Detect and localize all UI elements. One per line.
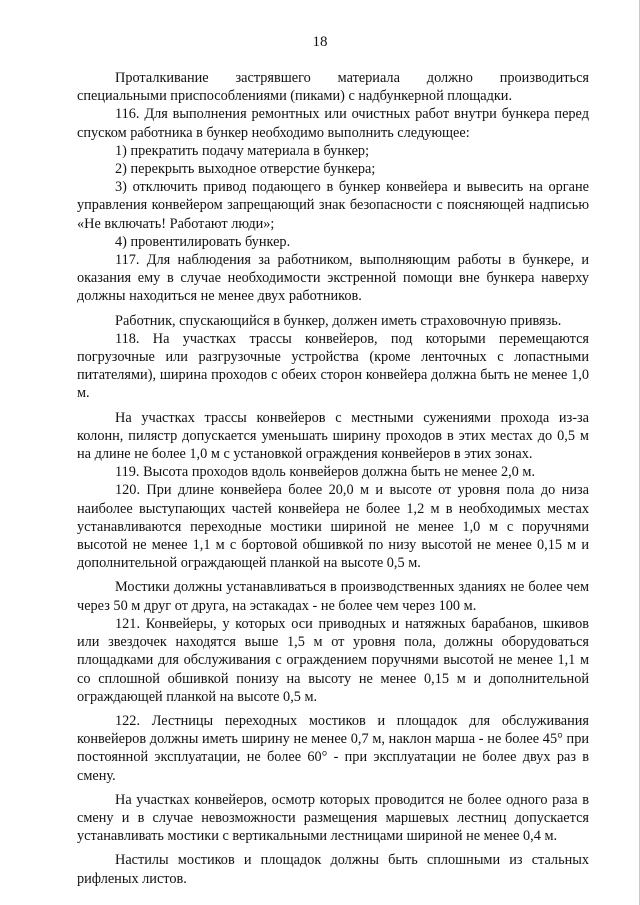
paragraph: Проталкивание застрявшего материала должно производиться специальными приспособлениями (пиками) с надбункерной площадки. — [77, 70, 589, 105]
paragraph-122: 122. Лестницы переходных мостиков и площадок для обслуживания конвейеров должны иметь ширину не менее 0,7 м, наклон марша - не более 45° при постоянной эксплуатации, не более 60° - при эксплуатации не более двух раз в смену. — [77, 712, 589, 784]
paragraph-116: 116. Для выполнения ремонтных или очистных работ внутри бункера перед спуском работника в бункер необходимо выполнить следующее: — [77, 106, 589, 141]
document-body — [77, 69, 589, 888]
list-item: 3) отключить привод подающего в бункер конвейера и вывесить на органе управления конвейером запрещающий знак безопасности с поясняющей надписью «Не включать! Работают люди»; — [77, 179, 589, 232]
paragraph-120: 120. При длине конвейера более 20,0 м и высоте от уровня пола до низа наиболее выступающих частей конвейера не более 1,2 м в необходимых местах устанавливаются переходные мостики шириной не менее 1,0 м с поручнями высотой не менее 1,1 м с бортовой обшивкой по низу высотой не менее 0,15 м и дополнительной ограждающей планкой на высоте 0,5 м. — [77, 482, 589, 572]
paragraph: Работник, спускающийся в бункер, должен иметь страховочную привязь. — [115, 312, 562, 329]
paragraph: На участках конвейеров, осмотр которых проводится не более одного раза в смену и в случае невозможности размещения маршевых лестниц допускается устанавливать мостики с вертикальными лестницами шириной не менее 0,4 м. — [77, 791, 589, 845]
paragraph: Настилы мостиков и площадок должны быть сплошными из стальных рифленых листов. — [77, 852, 589, 887]
paragraph: На участках трассы конвейеров с местными сужениями прохода из-за колонн, пилястр допускается уменьшать ширину проходов в этих местах до 0,5 м на длине не более 1,0 м с установкой ограждения конвейеров в этих зонах. — [77, 409, 589, 463]
paragraph-117: 117. Для наблюдения за работником, выполняющим работы в бункере, и оказания ему в случае необходимости экстренной помощи вне бункера наверху должны находиться не менее двух работников. — [77, 252, 589, 305]
list-item: 1) прекратить подачу материала в бункер; — [115, 142, 370, 159]
paragraph: Мостики должны устанавливаться в производственных зданиях не более чем через 50 м друг от друга, на эстакадах - не более чем через 100 м. — [77, 579, 589, 614]
paragraph-118: 118. На участках трассы конвейеров, под которыми перемещаются погрузочные или разгрузочные устройства (кроме ленточных с лопастными питателями), ширина проходов с обеих сторон конвейера должна быть не менее 1,0 м. — [77, 330, 589, 402]
paragraph-119: 119. Высота проходов вдоль конвейеров должна быть не менее 2,0 м. — [115, 464, 536, 481]
paragraph-121: 121. Конвейеры, у которых оси приводных и натяжных барабанов, шкивов или звездочек находятся выше 1,5 м от уровня пола, должны оборудоваться площадками для обслуживания с ограждением поручнями высотой не менее 1,1 м со сплошной обшивкой понизу на высоту не менее 0,15 м и дополнительной ограждающей планкой на высоте 0,5 м. — [77, 615, 589, 705]
page-number: 18 — [312, 34, 328, 50]
list-item: 4) провентилировать бункер. — [115, 233, 291, 250]
list-item: 2) перекрыть выходное отверстие бункера; — [115, 161, 376, 178]
